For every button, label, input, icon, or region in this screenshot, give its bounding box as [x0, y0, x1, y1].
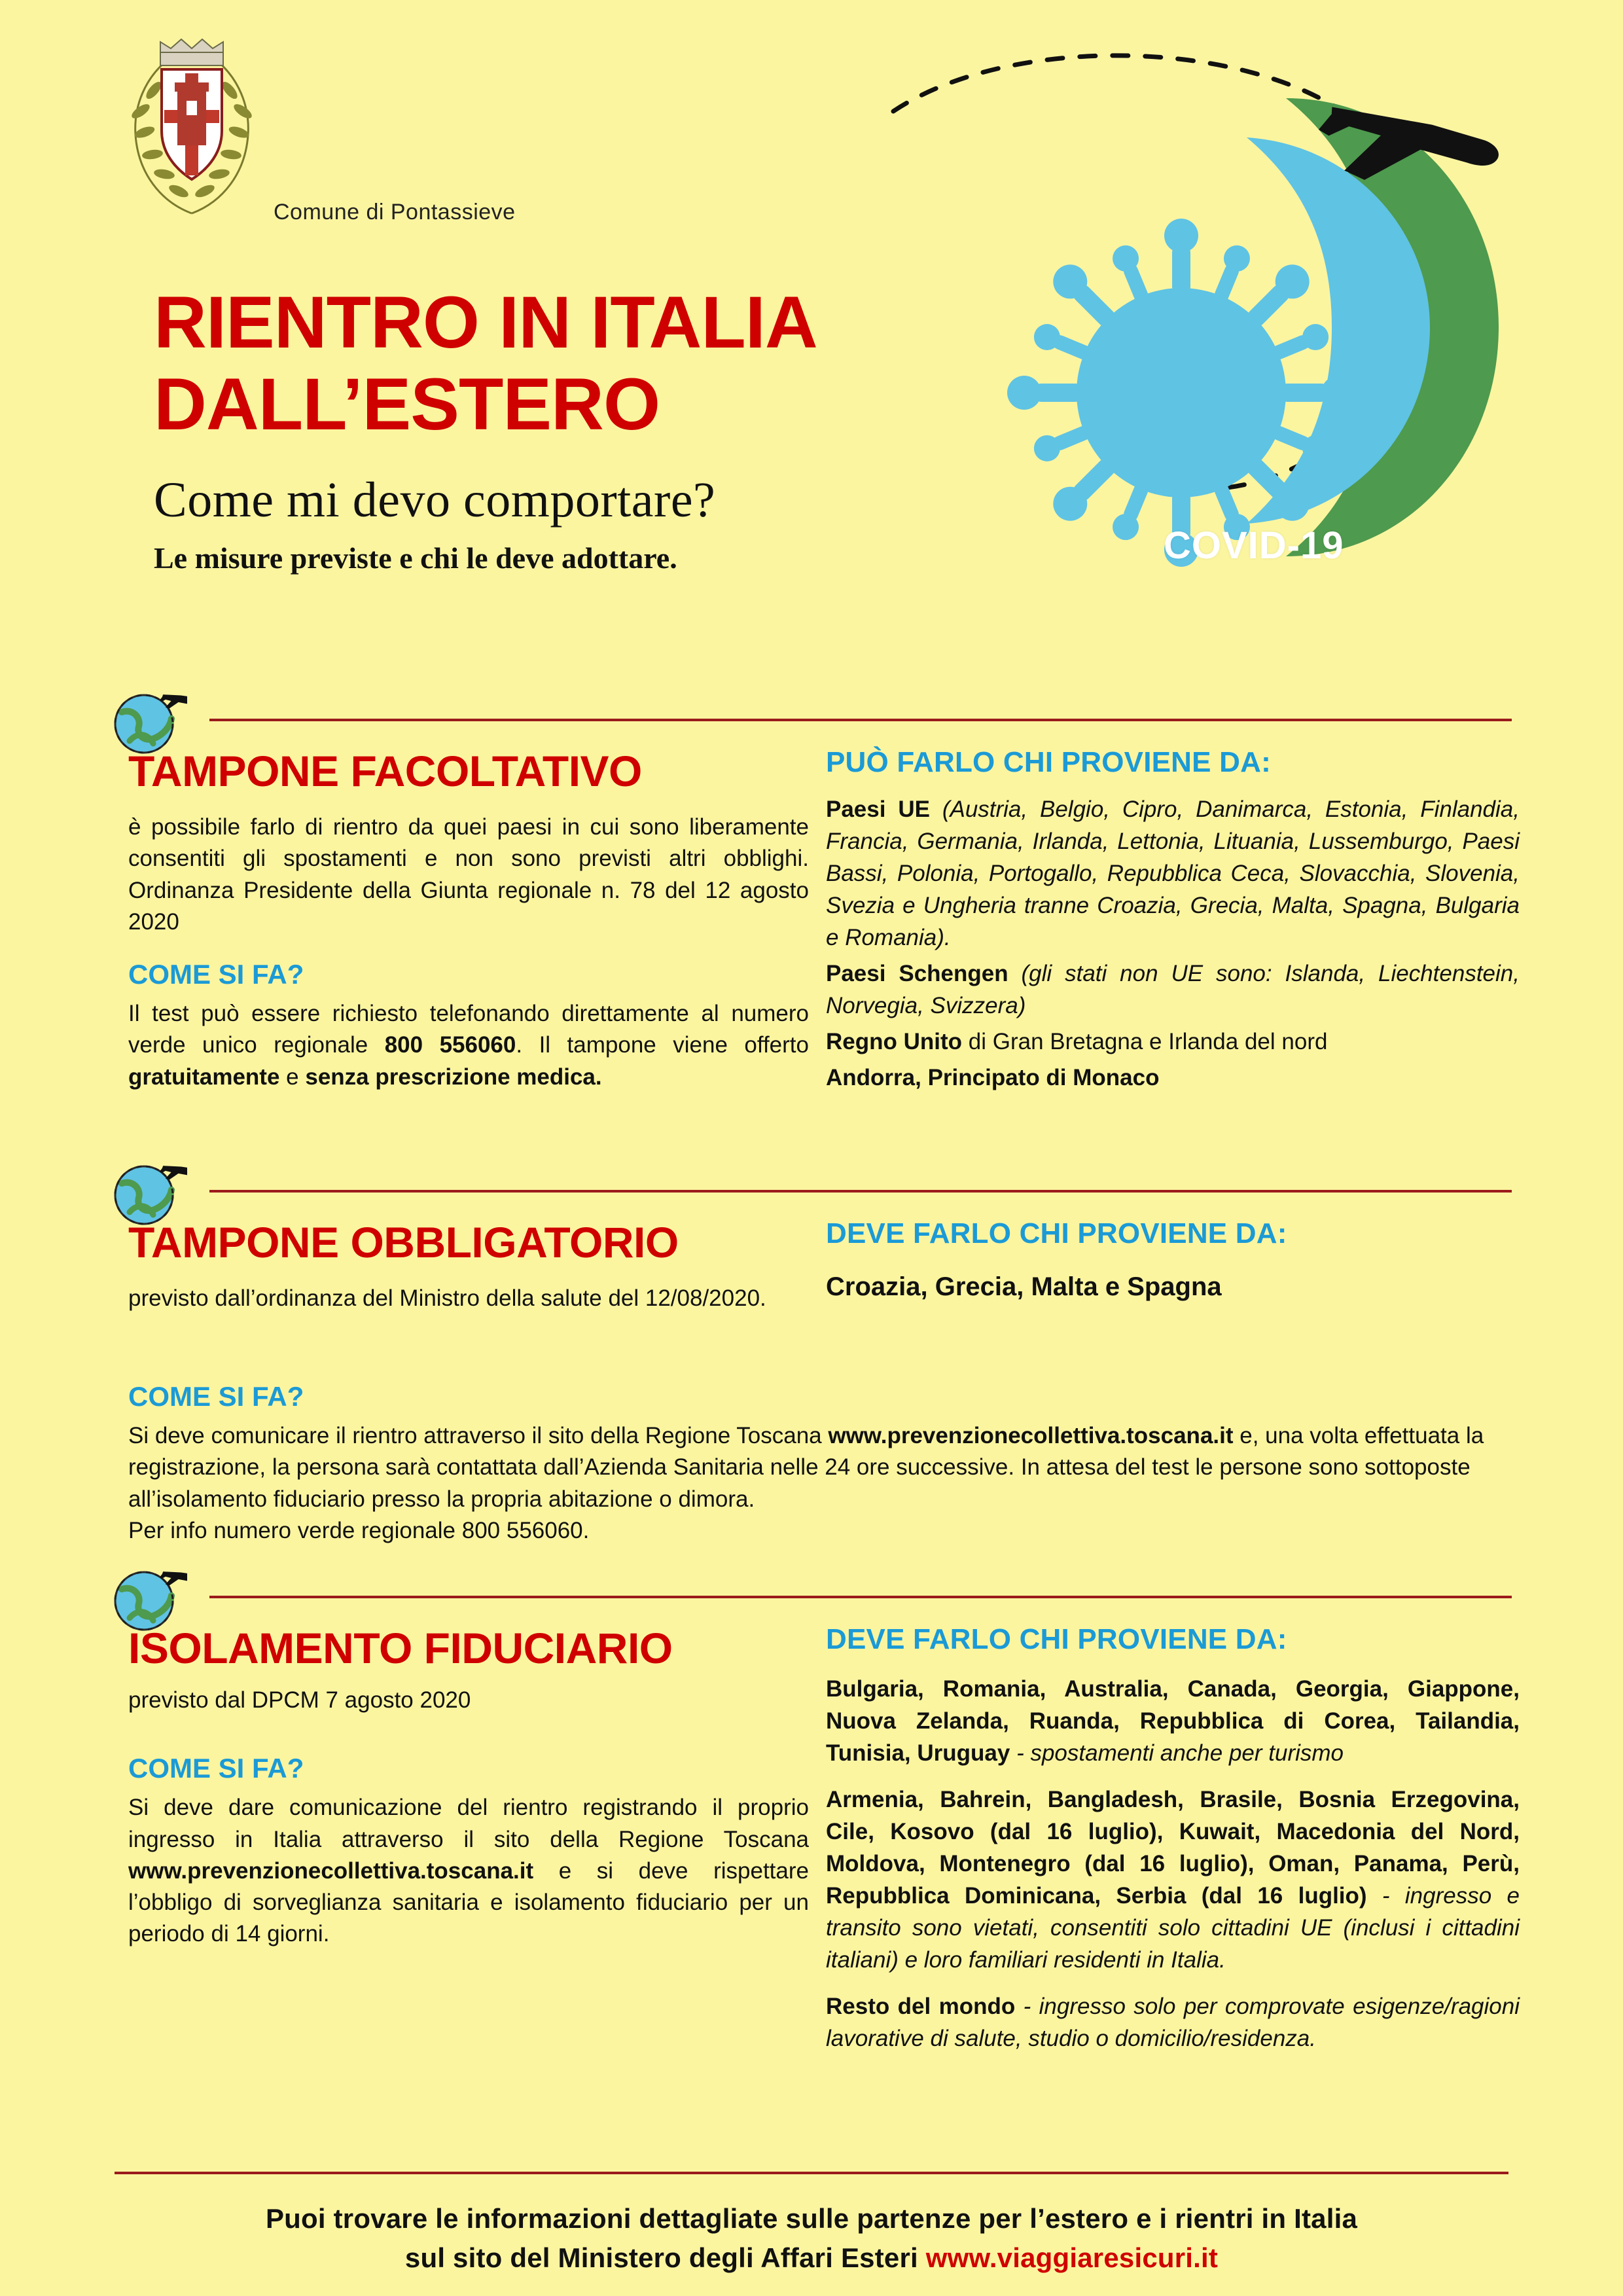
section3-left-column — [128, 1623, 809, 1950]
section2-left-column — [128, 1217, 809, 1314]
section3-howto-text — [128, 1792, 809, 1950]
country-group-lead: Resto del mondo — [826, 1994, 1016, 2019]
section1-right-title: PUÒ FARLO CHI PROVIENE DA: — [826, 746, 1271, 778]
s2-h-p0: Si deve comunicare il rientro attraverso il sito della Regione Toscana — [128, 1423, 829, 1448]
section1-title: TAMPONE FACOLTATIVO — [128, 747, 642, 795]
poster-header — [0, 0, 1623, 707]
s1-h-p5: senza prescrizione medica. — [305, 1064, 602, 1090]
section1-howto-text — [128, 998, 809, 1093]
country-group-rest: - ingresso e transito sono vietati, consentiti solo cittadini UE (inclusi i cittadini italiani) e loro familiari residenti in Italia. — [826, 1883, 1520, 1973]
s3-h-p0: Si deve dare comunicazione del rientro registrando il proprio ingresso in Italia attraverso il sito della Regione Toscana — [128, 1795, 809, 1852]
country-group-lead: Andorra, Principato di Monaco — [826, 1065, 1160, 1090]
s1-h-p1: 800 556060 — [384, 1032, 516, 1058]
country-group-lead: Paesi Schengen — [826, 961, 1008, 986]
country-group-lead: Bulgaria, Romania, Australia, Canada, Georgia, Giappone, Nuova Zelanda, Ruanda, Repubblica di Corea, Tailandia, Tunisia, Uruguay — [826, 1676, 1520, 1766]
section2-title: TAMPONE OBBLIGATORIO — [128, 1218, 679, 1266]
covid-badge: COVID-19 — [1164, 524, 1344, 567]
section3-right-column — [826, 1623, 1520, 2058]
section2-country-list — [826, 1268, 1520, 1305]
list-item — [826, 958, 1520, 1022]
title-line-1: RIENTRO IN ITALIA — [154, 281, 817, 363]
country-group-lead: Regno Unito — [826, 1029, 963, 1054]
country-group-rest: - ingresso solo per comprovate esigenze/ragioni lavorative di salute, studio o domicilio/residenza. — [826, 1994, 1520, 2051]
poster-footer — [0, 2172, 1623, 2296]
s1-h-p3: gratuitamente — [128, 1064, 280, 1090]
s2-h-p2: e, una volta effettuata la registrazione, la persona sarà contattata dall’Azienda Sanitaria nelle 24 ore successive. In attesa del test le persone sono sottoposte all’isolamento fiduciario presso la propria abitazione o dimora. — [128, 1423, 1484, 1512]
footer-line-1: Puoi trovare le informazioni dettagliate sulle partenze per l’estero e i rientri in Italia — [265, 2203, 1358, 2234]
s1-h-p0: Il test può essere richiesto telefonando direttamente al numero verde unico regionale — [128, 1001, 809, 1058]
section2-intro: previsto dall’ordinanza del Ministro della salute del 12/08/2020. — [128, 1285, 766, 1311]
s3-h-p1: www.prevenzionecollettiva.toscana.it — [128, 1857, 534, 1884]
list-item — [826, 1268, 1520, 1305]
section2-right-column — [826, 1217, 1520, 1309]
country-group-rest: - spostamenti anche per turismo — [1010, 1740, 1344, 1766]
dotted-path-top — [893, 56, 1351, 118]
section2-right-title: DEVE FARLO CHI PROVIENE DA: — [826, 1217, 1287, 1249]
section3-country-list — [826, 1673, 1520, 2054]
country-group-rest: (Austria, Belgio, Cipro, Danimarca, Estonia, Finlandia, Francia, Germania, Irlanda, Lettonia, Lituania, Lussemburgo, Paesi Bassi, Polonia, Portogallo, Repubblica Ceca, Slovacchia, Slovenia, Svezia e Ungheria tranne Croazia, Grecia, Malta, Spagna, Bulgaria e Romania). — [826, 797, 1520, 950]
country-group-rest: di Gran Bretagna e Irlanda del nord — [962, 1029, 1328, 1054]
footer-url[interactable]: www.viaggiaresicuri.it — [925, 2242, 1219, 2273]
section1-left-column — [128, 746, 809, 1093]
country-group-lead: Paesi UE — [826, 797, 930, 822]
section3-right-title: DEVE FARLO CHI PROVIENE DA: — [826, 1623, 1287, 1655]
section1-intro: è possibile farlo di rientro da quei paesi in cui sono liberamente consentiti gli spostamenti e non sono previsti altri obblighi. Ordinanza Presidente della Giunta regionale n. 78 del 12 agosto 2020 — [128, 814, 809, 935]
footer-line-2-prefix: sul sito del Ministero degli Affari Esteri — [404, 2242, 926, 2273]
section3-title: ISOLAMENTO FIDUCIARIO — [128, 1624, 673, 1672]
list-item — [826, 1990, 1520, 2054]
list-item — [826, 1784, 1520, 1976]
section-divider — [209, 1190, 1512, 1193]
footer-divider — [115, 2172, 1508, 2174]
section1-howto-label: COME SI FA? — [128, 959, 304, 990]
section3-howto-label: COME SI FA? — [128, 1753, 304, 1784]
s1-h-p4: e — [279, 1064, 306, 1090]
section1-right-column — [826, 746, 1520, 1098]
page-title — [154, 281, 1057, 575]
section3-intro: previsto dal DPCM 7 agosto 2020 — [128, 1687, 471, 1713]
s2-h-p1: www.prevenzionecollettiva.toscana.it — [828, 1423, 1234, 1448]
subtitle: Come mi devo comportare? — [154, 472, 716, 528]
country-group-lead: Armenia, Bahrein, Bangladesh, Brasile, Bosnia Erzegovina, Cile, Kosovo (dal 16 luglio), Kuwait, Macedonia del Nord, Moldova, Montenegro (dal 16 luglio), Oman, Panama, Perù, Repubblica Dominicana, Serbia (dal 16 luglio) — [826, 1787, 1520, 1909]
comune-crest-icon — [115, 33, 268, 223]
list-item — [826, 1026, 1520, 1058]
title-line-2: DALL’ESTERO — [154, 363, 660, 446]
section2-howto-label: COME SI FA? — [128, 1381, 304, 1412]
country-group-rest: (gli stati non UE sono: Islanda, Liechtenstein, Norvegia, Svizzera) — [826, 961, 1520, 1018]
section-divider — [209, 1596, 1512, 1598]
list-item — [826, 793, 1520, 954]
section-divider — [209, 719, 1512, 721]
section1-country-list — [826, 793, 1520, 1094]
section2-howto-text — [128, 1420, 1514, 1515]
country-group-lead: Croazia, Grecia, Malta e Spagna — [826, 1272, 1222, 1301]
comune-name: Comune di Pontassieve — [274, 200, 516, 224]
footer-line-2 — [0, 2242, 1623, 2274]
s1-h-p2: . Il tampone viene offerto — [516, 1032, 809, 1058]
section2-howto-extra: Per info numero verde regionale 800 556060. — [128, 1517, 590, 1543]
list-item — [826, 1673, 1520, 1769]
subtitle-secondary: Le misure previste e chi le deve adottare. — [154, 541, 677, 575]
section2-howto-block — [128, 1381, 1514, 1547]
s3-h-p2: e si deve rispettare l’obbligo di sorveglianza sanitaria e isolamento fiduciario per un periodo di 14 giorni. — [128, 1857, 809, 1947]
list-item — [826, 1062, 1520, 1094]
